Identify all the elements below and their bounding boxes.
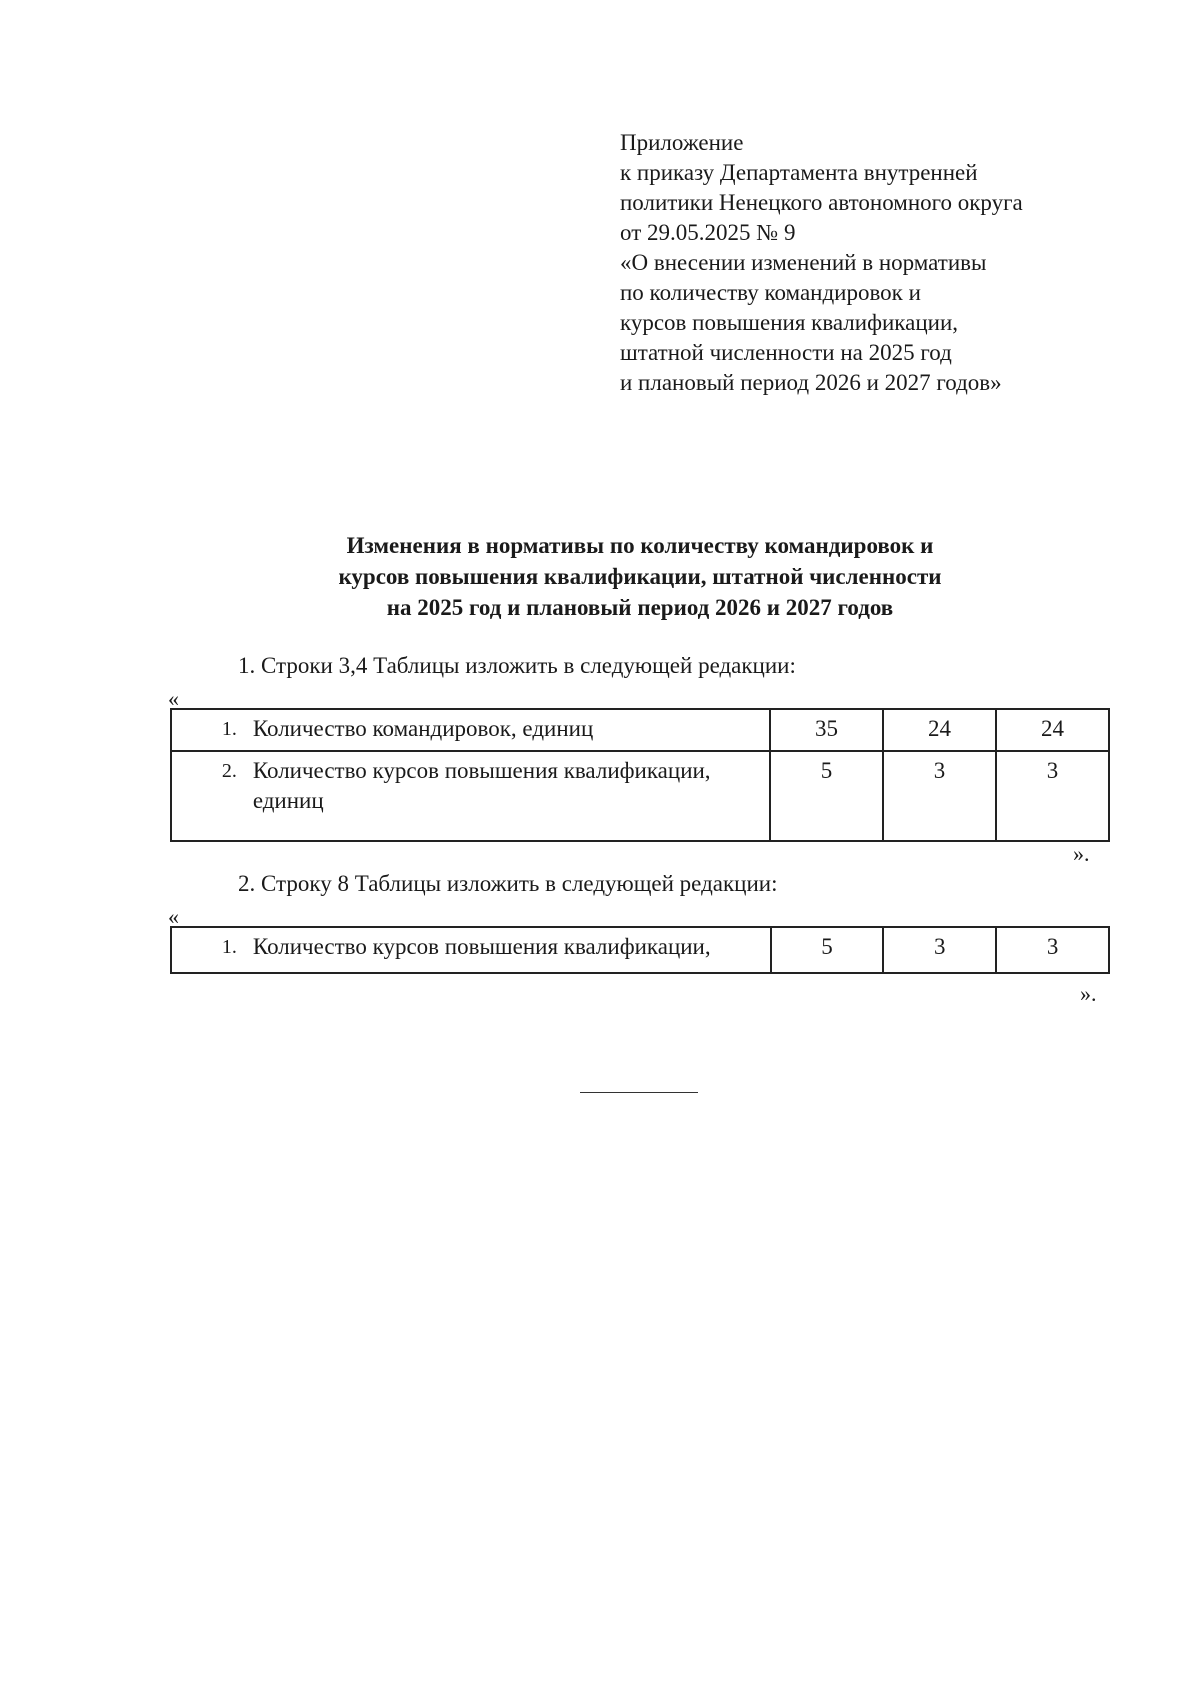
- row-value-1: 5: [771, 927, 884, 973]
- row-number: 1.: [171, 709, 247, 751]
- appendix-line: политики Ненецкого автономного округа: [620, 190, 1023, 215]
- row-value-3: 3: [996, 751, 1109, 841]
- appendix-line: «О внесении изменений в нормативы: [620, 250, 987, 275]
- section-1-instruction: 1. Строки 3,4 Таблицы изложить в следующей редакции:: [238, 653, 796, 678]
- row-name: Количество командировок, единиц: [247, 709, 770, 751]
- row-number: 2.: [171, 751, 247, 841]
- table-row: [171, 751, 1109, 841]
- heading-line: на 2025 год и плановый период 2026 и 2027 годов: [386, 595, 894, 620]
- row-value-2: 3: [883, 751, 996, 841]
- row-value-2: 3: [883, 927, 996, 973]
- table-row: [171, 927, 1109, 973]
- row-value-2: 24: [883, 709, 996, 751]
- appendix-line: штатной численности на 2025 год: [620, 340, 952, 365]
- row-value-1: 35: [770, 709, 883, 751]
- row-value-3: 24: [996, 709, 1109, 751]
- row-name: Количество курсов повышения квалификации, единиц: [247, 751, 770, 841]
- document-heading: [0, 530, 1200, 623]
- section-2-instruction: 2. Строку 8 Таблицы изложить в следующей редакции:: [238, 871, 778, 896]
- row-name: Количество курсов повышения квалификации,: [247, 927, 771, 973]
- section-2-table: [170, 926, 1110, 974]
- heading-line: Изменения в нормативы по количеству командировок и: [346, 533, 934, 558]
- appendix-line: от 29.05.2025 № 9: [620, 220, 796, 245]
- section-1-quote-open: «: [168, 686, 179, 711]
- section-1-table: [170, 708, 1110, 842]
- appendix-line: к приказу Департамента внутренней: [620, 160, 978, 185]
- appendix-line: Приложение: [620, 130, 744, 155]
- row-number: 1.: [171, 927, 247, 973]
- heading-line: курсов повышения квалификации, штатной численности: [338, 564, 942, 589]
- end-divider: [580, 1092, 698, 1093]
- section-2-quote-open: «: [168, 904, 179, 929]
- row-value-3: 3: [996, 927, 1109, 973]
- appendix-line: по количеству командировок и: [620, 280, 921, 305]
- appendix-line: и плановый период 2026 и 2027 годов»: [620, 370, 1002, 395]
- section-2-quote-close: ».: [1080, 981, 1097, 1006]
- table-row: [171, 709, 1109, 751]
- appendix-line: курсов повышения квалификации,: [620, 310, 959, 335]
- section-1-quote-close: ».: [1073, 841, 1090, 866]
- row-value-1: 5: [770, 751, 883, 841]
- appendix-block: [620, 128, 1023, 398]
